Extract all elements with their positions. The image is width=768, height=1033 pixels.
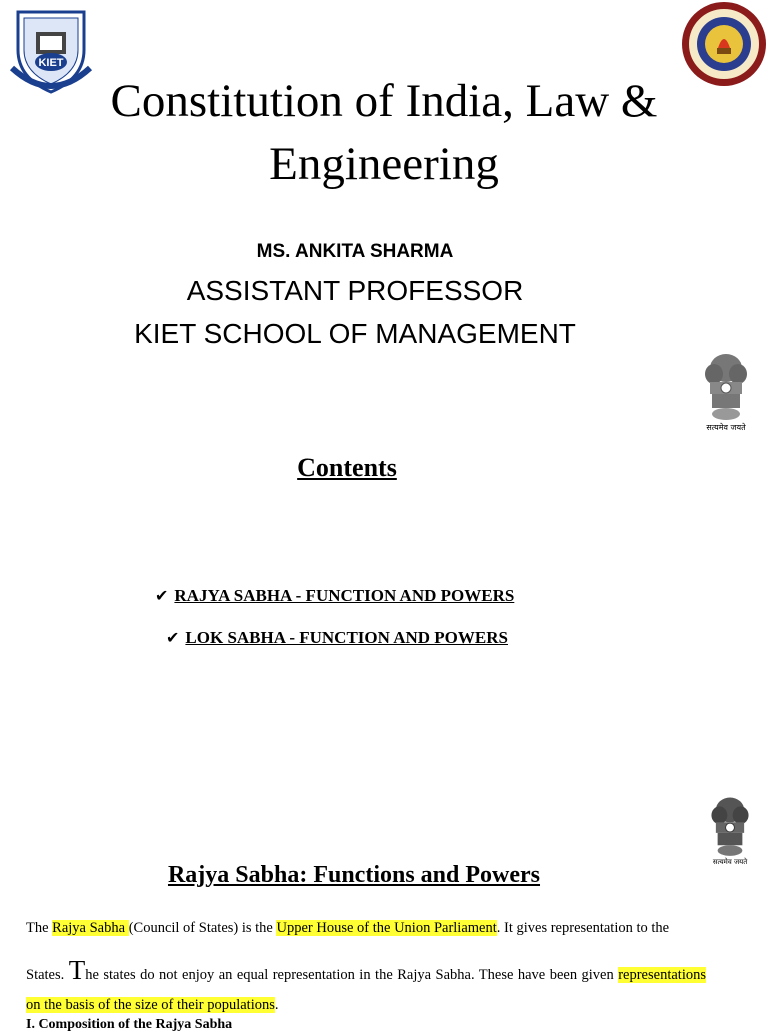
university-seal-logo	[674, 0, 768, 94]
paragraph-representation: States. The states do not enjoy an equal representation in the Rajya Sabha. These have been given representations on the basis of the size of their populations.	[26, 955, 706, 1013]
emblem-caption: सत्यमेव जयते	[706, 423, 746, 432]
check-icon: ✔	[166, 630, 180, 647]
kiet-logo-text: KIET	[38, 57, 64, 69]
toc-item-rajya-sabha[interactable]	[155, 586, 514, 606]
toc-item-label: RAJYA SABHA - FUNCTION AND POWERS	[174, 586, 515, 605]
author-designation: ASSISTANT PROFESSOR	[186, 275, 524, 306]
subheading-composition: I. Composition of the Rajya Sabha	[26, 1017, 233, 1032]
toc-item-lok-sabha[interactable]	[166, 628, 508, 648]
document-title: Constitution of India, Law & Engineering	[110, 75, 658, 190]
highlight-text: Rajya Sabha	[52, 920, 129, 936]
section-heading: Rajya Sabha: Functions and Powers	[167, 862, 541, 888]
paragraph-intro: The Rajya Sabha (Council of States) is the Upper House of the Union Parliament. It gives representation to the	[26, 920, 670, 936]
author-name: MS. ANKITA SHARMA	[256, 241, 454, 262]
national-emblem-icon	[706, 794, 754, 870]
drop-letter: T	[68, 955, 86, 985]
highlight-text: Upper House of the Union Parliament	[276, 920, 497, 936]
national-emblem-icon	[700, 350, 752, 436]
emblem-caption: सत्यमेव जयते	[712, 858, 748, 866]
contents-heading: Contents	[297, 453, 397, 482]
kiet-logo	[10, 8, 92, 96]
check-icon: ✔	[155, 588, 169, 605]
school-name: KIET SCHOOL OF MANAGEMENT	[134, 318, 576, 349]
highlight-text: representations on the basis of the size of their populations	[26, 967, 706, 1013]
toc-item-label: LOK SABHA - FUNCTION AND POWERS	[185, 628, 508, 647]
